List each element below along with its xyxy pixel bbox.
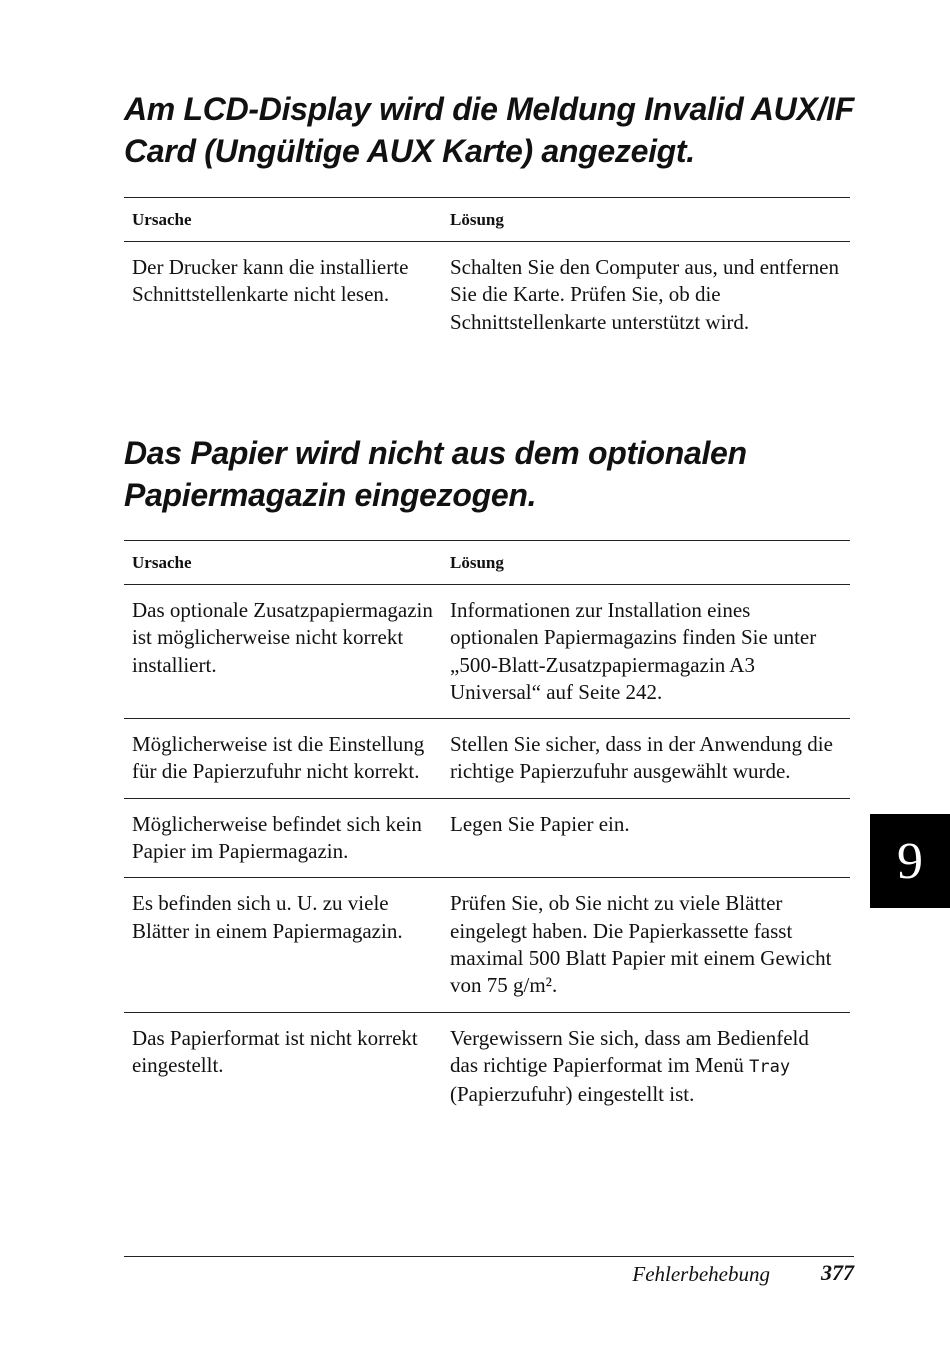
section-2-heading: Das Papier wird nicht aus dem optionalen Papiermagazin eingezogen. (124, 435, 747, 513)
solution-cell (442, 1012, 850, 1120)
troubleshooting-table-2 (124, 540, 850, 1120)
table-row (124, 719, 850, 799)
cause-cell: Es befinden sich u. U. zu viele Blätter in einem Papiermagazin. (124, 878, 442, 1012)
footer-section-title: Fehlerbehebung (632, 1262, 770, 1286)
table-row (124, 1012, 850, 1120)
troubleshooting-table-1 (124, 197, 850, 348)
solution-header: Lösung (442, 541, 850, 585)
cause-cell: Der Drucker kann die installierte Schnittstellenkarte nicht lesen. (132, 255, 409, 307)
solution-text-pre: Vergewissern Sie sich, dass am Bedienfeld das richtige Papierformat im Menü (450, 1025, 809, 1077)
chapter-tab: 9 (870, 814, 950, 908)
footer-divider (124, 1256, 854, 1257)
cause-cell: Das optionale Zusatzpapiermagazin ist möglicherweise nicht korrekt installiert. (124, 585, 442, 719)
solution-cell: Informationen zur Installation eines optionalen Papiermagazins finden Sie unter „500-Blatt-Zusatzpapiermagazin A3 Universal“ auf Seite 242. (442, 585, 850, 719)
table-row (124, 878, 850, 1012)
section-1-heading: Am LCD-Display wird die Meldung Invalid AUX/IF Card (Ungültige AUX Karte) angezeigt. (124, 91, 854, 169)
cause-cell: Möglicherweise ist die Einstellung für die Papierzufuhr nicht korrekt. (124, 719, 442, 799)
page-number: 377 (821, 1260, 854, 1285)
solution-cell: Legen Sie Papier ein. (442, 798, 850, 878)
cause-header: Ursache (124, 198, 442, 242)
solution-header: Lösung (442, 198, 850, 242)
solution-cell: Stellen Sie sicher, dass in der Anwendung die richtige Papierzufuhr ausgewählt wurde. (442, 719, 850, 799)
table-header-row (124, 198, 850, 242)
cause-cell: Das Papierformat ist nicht korrekt eingestellt. (132, 1025, 418, 1077)
cause-cell: Möglicherweise befindet sich kein Papier im Papiermagazin. (124, 798, 442, 878)
solution-text-post: (Papierzufuhr) eingestellt ist. (450, 1082, 695, 1107)
cause-header: Ursache (124, 541, 442, 585)
table-row (124, 242, 850, 348)
table-row (124, 798, 850, 878)
solution-cell: Prüfen Sie, ob Sie nicht zu viele Blätter eingelegt haben. Die Papierkassette fasst maximal 500 Blatt Papier mit einem Gewicht von 75 g/m². (442, 878, 850, 1012)
table-row (124, 585, 850, 719)
solution-cell: Schalten Sie den Computer aus, und entfernen Sie die Karte. Prüfen Sie, ob die Schnittstellenkarte unterstützt wird. (450, 255, 839, 334)
menu-code: Tray (749, 1056, 791, 1077)
table-header-row (124, 541, 850, 585)
